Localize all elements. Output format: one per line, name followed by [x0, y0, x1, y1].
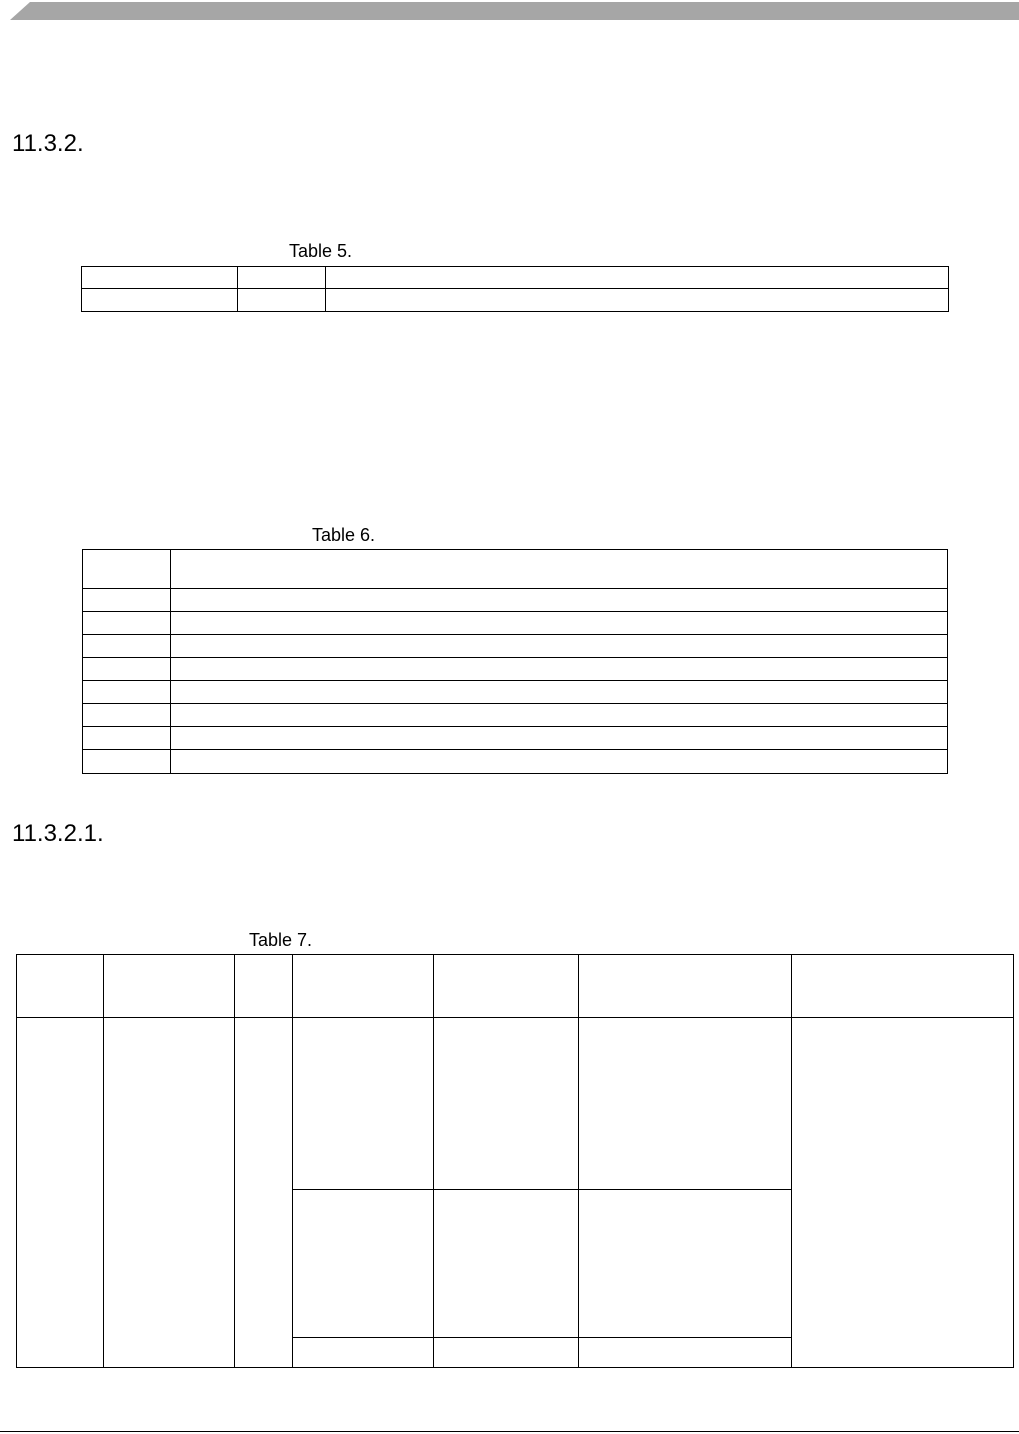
page-footer-rule: [0, 1431, 1019, 1432]
table-5-caption: Table 5.: [289, 241, 353, 261]
table-6: [82, 549, 948, 774]
table-7: [16, 954, 1014, 1368]
table-row: [83, 727, 948, 750]
page-header-bar: [0, 0, 1019, 20]
table-row: [83, 750, 948, 774]
table-row: [82, 289, 949, 312]
table-row: [17, 1018, 1014, 1190]
table-7-caption: Table 7.: [249, 930, 313, 950]
table-5: [81, 266, 949, 312]
table-row: [83, 612, 948, 635]
section-heading-11-3-2: 11.3.2.: [12, 130, 84, 157]
table-6-caption: Table 6.: [312, 525, 376, 545]
table-row: [83, 589, 948, 612]
table-header-row: [83, 550, 948, 589]
table-header-row: [17, 955, 1014, 1018]
table-row: [82, 267, 949, 289]
table-row: [83, 681, 948, 704]
table-row: [83, 704, 948, 727]
section-heading-11-3-2-1: 11.3.2.1.: [12, 820, 104, 847]
table-row: [83, 635, 948, 658]
table-row: [83, 658, 948, 681]
